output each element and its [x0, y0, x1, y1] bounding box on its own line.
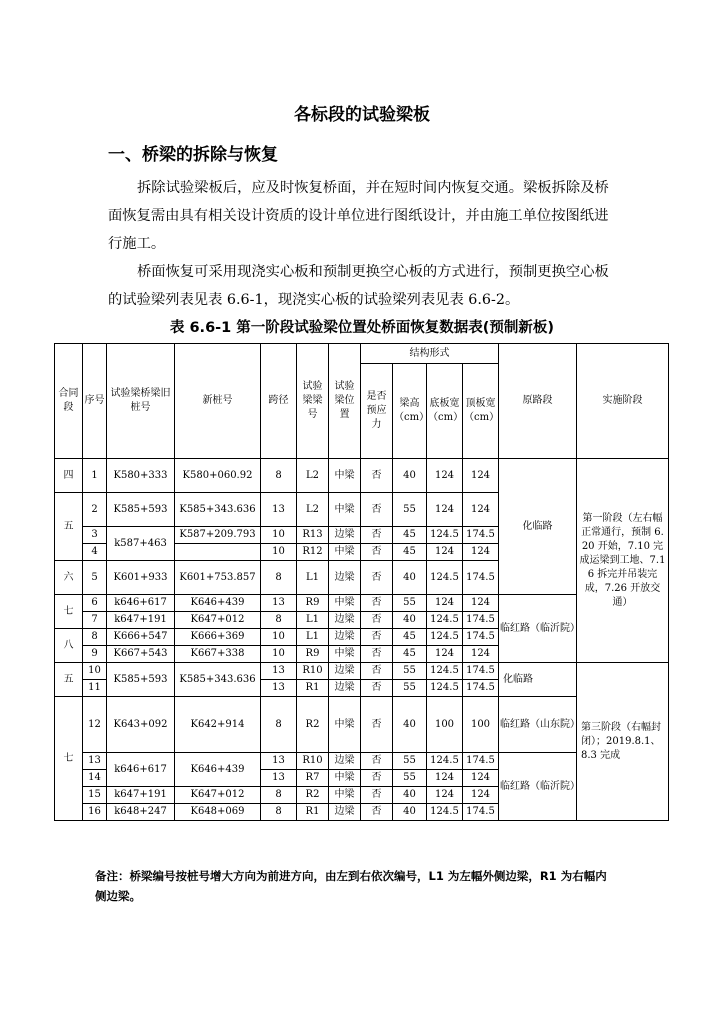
top-width-cell: 100 — [463, 697, 499, 753]
top-width-cell: 124 — [463, 770, 499, 787]
span-cell: 8 — [261, 787, 297, 804]
position-cell: 边梁 — [329, 629, 361, 646]
phase-cell: 第一阶段（左右幅正常通行，预制 6.20 开始，7.10 完成运梁到工地、7.16 拆完并吊装完成，7.26 开放交通） — [577, 459, 669, 663]
position-cell: 边梁 — [329, 612, 361, 629]
new-pile-cell: K585+343.636 — [175, 493, 261, 527]
seq-cell: 7 — [83, 612, 107, 629]
section-cell: 五 — [55, 493, 83, 561]
top-width-cell: 124 — [463, 493, 499, 527]
prestressed-cell: 否 — [361, 544, 393, 561]
new-pile-cell: K666+369 — [175, 629, 261, 646]
top-width-cell: 124 — [463, 459, 499, 493]
seq-cell: 11 — [83, 680, 107, 697]
prestressed-cell: 否 — [361, 595, 393, 612]
bottom-width-cell: 124 — [427, 459, 463, 493]
section-cell: 四 — [55, 459, 83, 493]
header-seq: 序号 — [83, 344, 107, 459]
prestressed-cell: 否 — [361, 770, 393, 787]
table-row — [55, 595, 669, 612]
new-pile-cell: K646+439 — [175, 753, 261, 787]
position-cell: 中梁 — [329, 646, 361, 663]
height-cell: 55 — [393, 493, 427, 527]
seq-cell: 2 — [83, 493, 107, 527]
span-cell: 8 — [261, 804, 297, 821]
beam-cell: R2 — [297, 697, 329, 753]
beam-cell: R1 — [297, 680, 329, 697]
position-cell: 边梁 — [329, 663, 361, 680]
height-cell: 40 — [393, 612, 427, 629]
position-cell: 中梁 — [329, 459, 361, 493]
seq-cell: 13 — [83, 753, 107, 770]
seq-cell: 8 — [83, 629, 107, 646]
top-width-cell: 174.5 — [463, 561, 499, 595]
top-width-cell: 174.5 — [463, 612, 499, 629]
position-cell: 中梁 — [329, 493, 361, 527]
new-pile-cell: K587+209.793 — [175, 527, 261, 544]
bottom-width-cell: 124 — [427, 646, 463, 663]
prestressed-cell: 否 — [361, 459, 393, 493]
new-pile-cell: K648+069 — [175, 804, 261, 821]
height-cell: 40 — [393, 697, 427, 753]
beam-cell: L1 — [297, 561, 329, 595]
bottom-width-cell: 124.5 — [427, 804, 463, 821]
old-pile-cell: K666+547 — [107, 629, 175, 646]
header-span: 跨径 — [261, 344, 297, 459]
old-pile-cell: k587+463 — [107, 527, 175, 561]
seq-cell: 12 — [83, 697, 107, 753]
old-pile-cell: k647+191 — [107, 612, 175, 629]
road-cell: 化临路 — [499, 663, 577, 697]
prestressed-cell: 否 — [361, 663, 393, 680]
beam-cell: R10 — [297, 753, 329, 770]
height-cell: 55 — [393, 753, 427, 770]
position-cell: 边梁 — [329, 527, 361, 544]
bottom-width-cell: 124 — [427, 770, 463, 787]
span-cell: 10 — [261, 629, 297, 646]
height-cell: 45 — [393, 629, 427, 646]
position-cell: 边梁 — [329, 680, 361, 697]
prestressed-cell: 否 — [361, 787, 393, 804]
phase-cell: 第三阶段（右幅封闭）；2019.8.1、8.3 完成 — [577, 663, 669, 821]
top-width-cell: 174.5 — [463, 753, 499, 770]
span-cell: 8 — [261, 459, 297, 493]
paragraph-2: 桥面恢复可采用现浇实心板和预制更换空心板的方式进行，预制更换空心板的试验梁列表见表 6.6-1，现浇实心板的试验梁列表见表 6.6-2。 — [108, 264, 609, 308]
bottom-width-cell: 124 — [427, 544, 463, 561]
old-pile-cell: K585+593 — [107, 493, 175, 527]
top-width-cell: 174.5 — [463, 680, 499, 697]
beam-cell: R9 — [297, 646, 329, 663]
new-pile-cell — [175, 544, 261, 561]
road-cell: 临红路（临沂院） — [499, 753, 577, 821]
position-cell: 中梁 — [329, 787, 361, 804]
old-pile-cell: k648+247 — [107, 804, 175, 821]
new-pile-cell: K601+753.857 — [175, 561, 261, 595]
new-pile-cell: K585+343.636 — [175, 663, 261, 697]
section-heading: 一、桥梁的拆除与恢复 — [108, 145, 278, 165]
header-beam-pos: 试验梁位置 — [329, 344, 361, 459]
header-structure: 结构形式 — [361, 344, 499, 364]
top-width-cell: 174.5 — [463, 663, 499, 680]
prestressed-cell: 否 — [361, 646, 393, 663]
section-cell: 七 — [55, 697, 83, 821]
old-pile-cell: K667+543 — [107, 646, 175, 663]
position-cell: 中梁 — [329, 770, 361, 787]
prestressed-cell: 否 — [361, 753, 393, 770]
span-cell: 10 — [261, 544, 297, 561]
header-original-road: 原路段 — [499, 344, 577, 459]
top-width-cell: 124 — [463, 787, 499, 804]
span-cell: 10 — [261, 646, 297, 663]
seq-cell: 15 — [83, 787, 107, 804]
beam-cell: R1 — [297, 804, 329, 821]
position-cell: 边梁 — [329, 561, 361, 595]
span-cell: 13 — [261, 680, 297, 697]
bottom-width-cell: 124 — [427, 787, 463, 804]
height-cell: 45 — [393, 527, 427, 544]
road-cell: 临红路（山东院） — [499, 697, 577, 753]
bottom-width-cell: 124.5 — [427, 629, 463, 646]
paragraph-1: 拆除试验梁板后，应及时恢复桥面，并在短时间内恢复交通。梁板拆除及桥面恢复需由具有相关设计资质的设计单位进行图纸设计，并由施工单位按图纸进行施工。 — [108, 180, 609, 252]
height-cell: 40 — [393, 561, 427, 595]
beam-cell: L2 — [297, 493, 329, 527]
new-pile-cell: K580+060.92 — [175, 459, 261, 493]
beam-cell: R12 — [297, 544, 329, 561]
header-beam-no: 试验梁梁号 — [297, 344, 329, 459]
beam-cell: L2 — [297, 459, 329, 493]
top-width-cell: 174.5 — [463, 527, 499, 544]
prestressed-cell: 否 — [361, 629, 393, 646]
beam-cell: L1 — [297, 612, 329, 629]
bottom-width-cell: 124 — [427, 493, 463, 527]
position-cell: 边梁 — [329, 804, 361, 821]
height-cell: 45 — [393, 544, 427, 561]
bottom-width-cell: 124 — [427, 595, 463, 612]
height-cell: 55 — [393, 680, 427, 697]
restoration-data-table — [54, 343, 669, 821]
prestressed-cell: 否 — [361, 527, 393, 544]
prestressed-cell: 否 — [361, 612, 393, 629]
header-prestressed: 是否预应力 — [361, 364, 393, 459]
seq-cell: 5 — [83, 561, 107, 595]
old-pile-cell: k646+617 — [107, 595, 175, 612]
new-pile-cell: K667+338 — [175, 646, 261, 663]
seq-cell: 14 — [83, 770, 107, 787]
bottom-width-cell: 124.5 — [427, 527, 463, 544]
new-pile-cell: K647+012 — [175, 787, 261, 804]
seq-cell: 16 — [83, 804, 107, 821]
old-pile-cell: K643+092 — [107, 697, 175, 753]
bottom-width-cell: 124.5 — [427, 612, 463, 629]
position-cell: 中梁 — [329, 595, 361, 612]
top-width-cell: 174.5 — [463, 804, 499, 821]
height-cell: 55 — [393, 595, 427, 612]
header-beam-height: 梁高（cm） — [393, 364, 427, 459]
span-cell: 13 — [261, 753, 297, 770]
beam-cell: R10 — [297, 663, 329, 680]
table-row — [55, 753, 669, 770]
prestressed-cell: 否 — [361, 493, 393, 527]
span-cell: 8 — [261, 697, 297, 753]
top-width-cell: 124 — [463, 646, 499, 663]
header-phase: 实施阶段 — [577, 344, 669, 459]
header-bottom-width: 底板宽（cm） — [427, 364, 463, 459]
beam-cell: R7 — [297, 770, 329, 787]
section-cell: 六 — [55, 561, 83, 595]
header-old-pile: 试验梁桥梁旧桩号 — [107, 344, 175, 459]
old-pile-cell: k647+191 — [107, 787, 175, 804]
beam-cell: R9 — [297, 595, 329, 612]
span-cell: 13 — [261, 663, 297, 680]
header-top-width: 顶板宽（cm） — [463, 364, 499, 459]
span-cell: 10 — [261, 527, 297, 544]
span-cell: 13 — [261, 595, 297, 612]
position-cell: 边梁 — [329, 753, 361, 770]
old-pile-cell: k646+617 — [107, 753, 175, 787]
span-cell: 8 — [261, 561, 297, 595]
height-cell: 40 — [393, 459, 427, 493]
bottom-width-cell: 124.5 — [427, 680, 463, 697]
seq-cell: 1 — [83, 459, 107, 493]
height-cell: 40 — [393, 787, 427, 804]
height-cell: 40 — [393, 804, 427, 821]
road-cell: 化临路 — [499, 459, 577, 595]
seq-cell: 6 — [83, 595, 107, 612]
top-width-cell: 174.5 — [463, 629, 499, 646]
bottom-width-cell: 124.5 — [427, 561, 463, 595]
table-row — [55, 459, 669, 493]
document-title: 各标段的试验梁板 — [294, 105, 430, 125]
height-cell: 45 — [393, 646, 427, 663]
old-pile-cell: K580+333 — [107, 459, 175, 493]
table-row — [55, 663, 669, 680]
header-contract-section: 合同段 — [55, 344, 83, 459]
top-width-cell: 124 — [463, 595, 499, 612]
height-cell: 55 — [393, 663, 427, 680]
position-cell: 中梁 — [329, 697, 361, 753]
table-row — [55, 697, 669, 753]
prestressed-cell: 否 — [361, 680, 393, 697]
span-cell: 13 — [261, 493, 297, 527]
table-caption: 表 6.6-1 第一阶段试验梁位置处桥面恢复数据表(预制新板) — [169, 320, 555, 336]
beam-cell: R2 — [297, 787, 329, 804]
header-row-1 — [55, 344, 669, 364]
old-pile-cell: K601+933 — [107, 561, 175, 595]
bottom-width-cell: 100 — [427, 697, 463, 753]
section-cell: 八 — [55, 629, 83, 663]
prestressed-cell: 否 — [361, 804, 393, 821]
prestressed-cell: 否 — [361, 697, 393, 753]
seq-cell: 9 — [83, 646, 107, 663]
section-cell: 七 — [55, 595, 83, 629]
seq-cell: 3 — [83, 527, 107, 544]
span-cell: 13 — [261, 770, 297, 787]
table-note: 备注：桥梁编号按桩号增大方向为前进方向，由左到右依次编号，L1 为左幅外侧边梁，R1 为右幅内侧边梁。 — [95, 869, 607, 903]
new-pile-cell: K647+012 — [175, 612, 261, 629]
section-cell: 五 — [55, 663, 83, 697]
old-pile-cell: K585+593 — [107, 663, 175, 697]
seq-cell: 10 — [83, 663, 107, 680]
position-cell: 中梁 — [329, 544, 361, 561]
top-width-cell: 124 — [463, 544, 499, 561]
bottom-width-cell: 124.5 — [427, 663, 463, 680]
prestressed-cell: 否 — [361, 561, 393, 595]
height-cell: 55 — [393, 770, 427, 787]
beam-cell: R13 — [297, 527, 329, 544]
beam-cell: L1 — [297, 629, 329, 646]
span-cell: 8 — [261, 612, 297, 629]
bottom-width-cell: 124.5 — [427, 753, 463, 770]
new-pile-cell: K642+914 — [175, 697, 261, 753]
road-cell: 临红路（临沂院） — [499, 595, 577, 663]
header-new-pile: 新桩号 — [175, 344, 261, 459]
seq-cell: 4 — [83, 544, 107, 561]
new-pile-cell: K646+439 — [175, 595, 261, 612]
